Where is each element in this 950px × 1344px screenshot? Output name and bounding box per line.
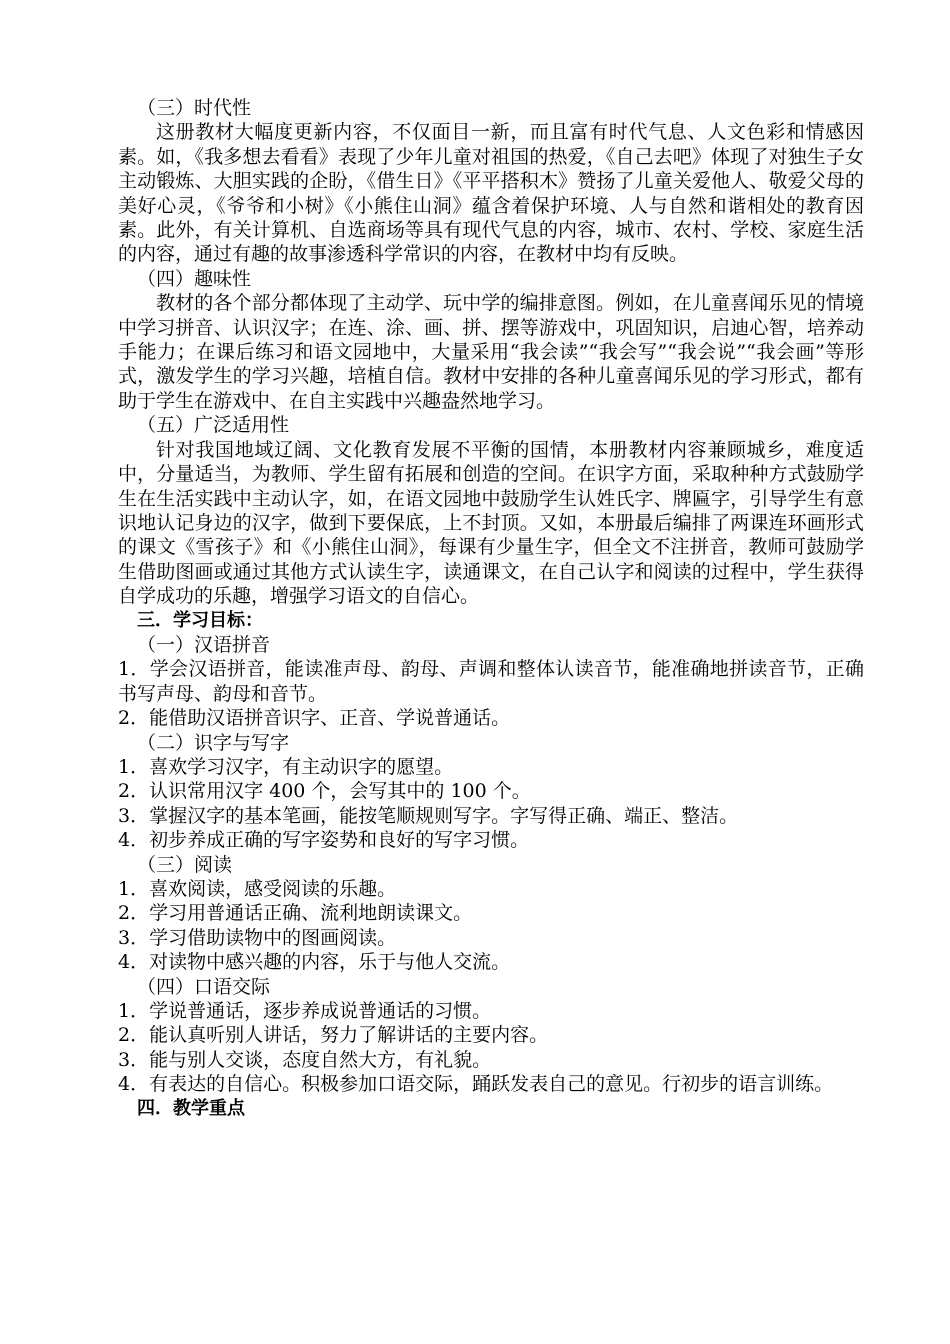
list-item: 1．学说普通话，逐步养成说普通话的习惯。 — [118, 1000, 492, 1023]
list-item: 1．喜欢阅读，感受阅读的乐趣。 — [118, 878, 397, 900]
list-item: 4．初步养成正确的写字姿势和良好的写字习惯。 — [118, 829, 530, 852]
section-heading-interest: （四）趣味性 — [137, 267, 252, 290]
paragraph-applicability: 针对我国地域辽阔、文化教育发展不平衡的国情，本册教材内容兼顾城乡，难度适中，分量适当，为教师、学生留有拓展和创造的空间。在识字方面，采取种种方式鼓励学生在生活实践中主动认字，如，在语文园地中鼓励学生认姓氏字、牌匾字，引导学生有意识地认记身边的汉字，做到下要保底，上不封顶。又如，本册最后编排了两课连环画形式的课文《雪孩子》和《小熊住山洞》，每课有少量生字，但全文不注拼音，教师可鼓励学生借助图画或通过其他方式认读生字，读通课文，在自己认字和阅读的过程中，学生获得自学成功的乐趣，增强学习语文的自信心。 — [118, 438, 864, 608]
list-item: 1．学会汉语拼音，能读准声母、韵母、声调和整体认读音节，能准确地拼读音节，正确书写声母、韵母和音节。 — [118, 658, 864, 705]
list-item: 2．能认真听别人讲话，努力了解讲话的主要内容。 — [118, 1024, 549, 1047]
list-item: 3．学习借助读物中的图画阅读。 — [118, 926, 397, 949]
list-item: 4．有表达的自信心。积极参加口语交际，踊跃发表自己的意见。行初步的语言训练。 — [118, 1073, 834, 1096]
heading-teaching-focus: 四．教学重点 — [137, 1097, 245, 1119]
heading-learning-goals: 三．学习目标： — [137, 609, 263, 631]
list-item: 3．掌握汉字的基本笔画，能按笔顺规则写字。字写得正确、端正、整洁。 — [118, 804, 739, 827]
paragraph-interest: 教材的各个部分都体现了主动学、玩中学的编排意图。例如，在儿童喜闻乐见的情境中学习拼音、认识汉字；在连、涂、画、拼、摆等游戏中，巩固知识，启迪心智，培养动手能力；在课后练习和语文园地中，大量采用“我会读”“我会写”“我会说”“我会画”等形式，激发学生的学习兴趣，培植自信。教材中安排的各种儿童喜闻乐见的学习形式，都有助于学生在游戏中、在自主实践中兴趣盎然地学习。 — [118, 292, 864, 412]
list-item: 2．能借助汉语拼音识字、正音、学说普通话。 — [118, 707, 511, 730]
list-item: 2．学习用普通话正确、流利地朗读课文。 — [118, 902, 473, 925]
subheading-pinyin: （一）汉语拼音 — [137, 633, 271, 656]
subheading-reading: （三）阅读 — [137, 853, 233, 876]
paragraph-era: 这册教材大幅度更新内容，不仅面目一新，而且富有时代气息、人文色彩和情感因素。如，《我多想去看看》表现了少年儿童对祖国的热爱，《自己去吧》体现了对独生子女主动锻炼、大胆实践的企盼，《借生日》《平平搭积木》赞扬了儿童关爱他人、敬爱父母的美好心灵，《爷爷和小树》《小熊住山洞》蕴含着保护环境、人与自然和谐相处的教育因素。此外，有关计算机、自选商场等具有现代气息的内容，城市、农村、学校、家庭生活的内容，通过有趣的故事渗透科学常识的内容，在教材中均有反映。 — [118, 121, 864, 266]
subheading-writing: （二）识字与写字 — [137, 731, 290, 754]
document-page — [118, 96, 864, 1121]
section-heading-era: （三）时代性 — [137, 97, 252, 119]
list-item: 2．认识常用汉字 400 个，会写其中的 100 个。 — [118, 780, 531, 803]
section-heading-applicability: （五）广泛适用性 — [137, 414, 290, 437]
subheading-oral: （四）口语交际 — [137, 975, 271, 998]
list-item: 4．对读物中感兴趣的内容，乐于与他人交流。 — [118, 951, 511, 974]
list-item: 3．能与别人交谈，态度自然大方，有礼貌。 — [118, 1048, 492, 1071]
list-item: 1．喜欢学习汉字，有主动识字的愿望。 — [118, 755, 454, 778]
